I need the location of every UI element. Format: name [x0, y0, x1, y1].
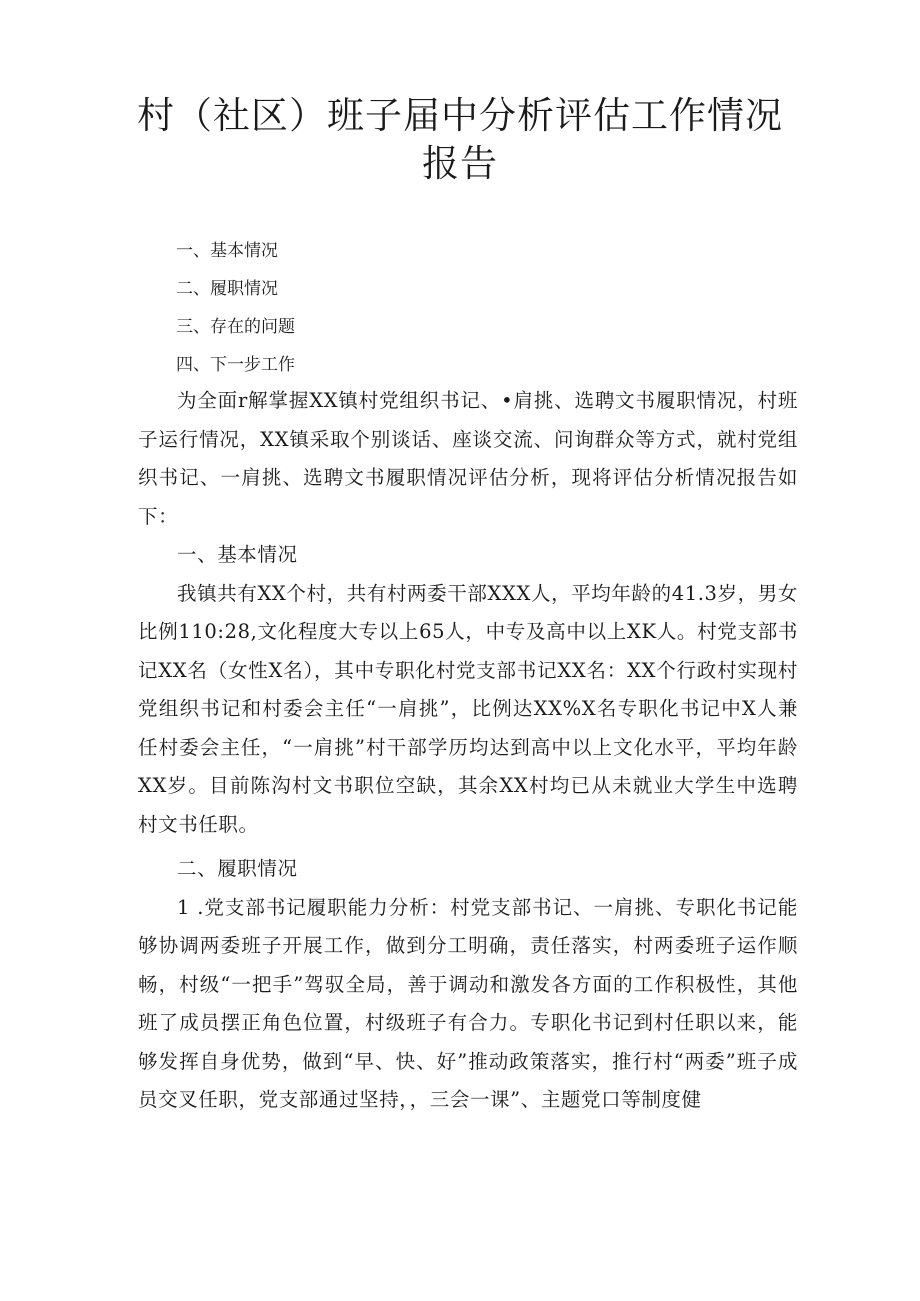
performance-paragraph: 1 .党支部书记履职能力分析：村党支部书记、一肩挑、专职化书记能够协调两委班子开展工作，做到分工明确，责任落实，村两委班子运作顺畅，村级“一把手”驾驭全局，善于调动和激发各方面的工作积极性，其他班了成员摆正角色位置，村级班子有合力。专职化书记到村任职以来，能够发挥自身优势，做到“早、快、好”推动政策落实，推行村“两委”班子成员交叉任职，党支部通过坚持，，三会一课”、主题党口等制度健	[138, 895, 798, 1111]
document-body	[138, 382, 798, 1120]
toc-item-problems: 三、存在的问题	[176, 317, 295, 337]
toc-item-basic-situation: 一、基本情况	[176, 241, 278, 261]
section-heading-basic-situation: 一、基本情况	[177, 543, 298, 566]
document-title: 村（社区）班子届中分析评估工作情况报告	[137, 94, 783, 185]
intro-paragraph: 为全面r解掌握XX镇村党组织书记、•肩挑、选聘文书履职情况，村班子运行情况，XX镇采取个别谈话、座谈交流、问询群众等方式，就村党组织书记、一肩挑、选聘文书履职情况评估分析，现将评估分析情况报告如下：	[138, 389, 798, 528]
section-heading-performance: 二、履职情况	[177, 857, 298, 880]
toc-item-next-steps: 四、下一步工作	[176, 355, 295, 375]
basic-situation-paragraph: 我镇共有XX个村，共有村两委干部XXX人，平均年龄的41.3岁，男女比例110:28,文化程度大专以上65人，中专及高中以上XK人。村党支部书记XX名（女性X名），其中专职化村党支部书记XX名：XX个行政村实现村党组织书记和村委会主任“一肩挑”，比例达XX%X名专职化书记中X人兼任村委会主任，“一肩挑”村干部学历均达到高中以上文化水平，平均年龄XX岁。目前陈沟村文书职位空缺，其余XX村均已从未就业大学生中选聘村文书任职。	[138, 581, 798, 836]
table-of-contents	[176, 232, 295, 384]
toc-item-performance: 二、履职情况	[176, 279, 278, 299]
